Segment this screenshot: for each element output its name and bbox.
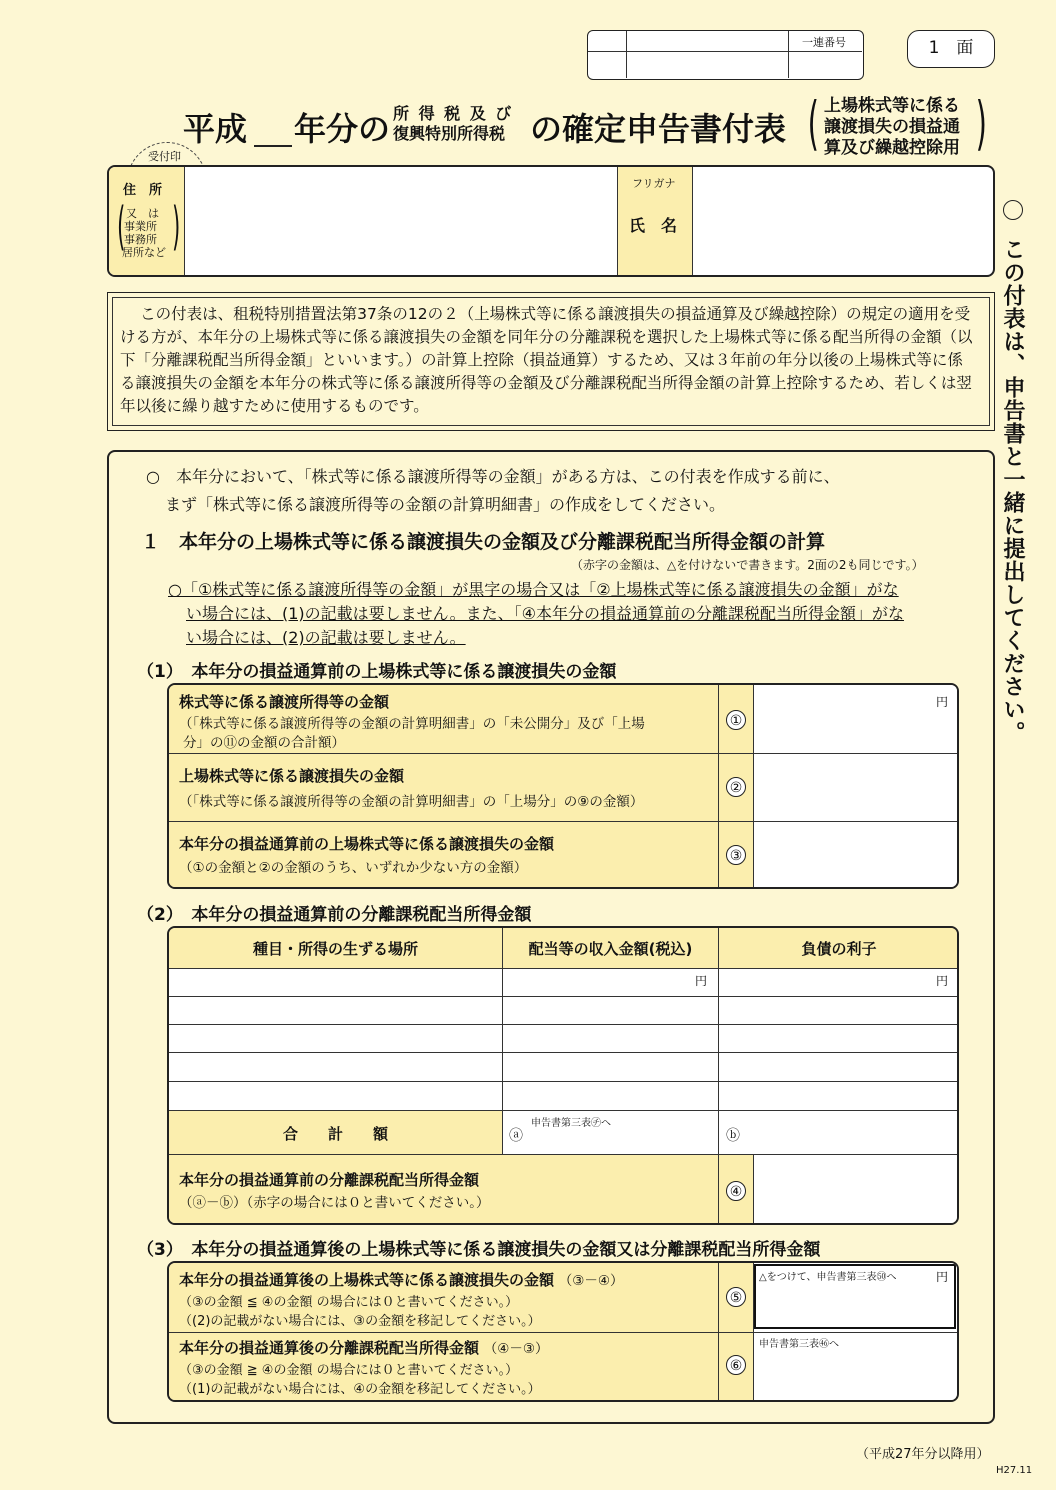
- row2-sub1: （「株式等に係る譲渡所得等の金額の計算明細書」の「上場分」の⑨の金額）: [179, 794, 644, 810]
- dividend-unit: 円: [695, 974, 708, 988]
- row4-sub: （ⓐ－ⓑ）（赤字の場合には０と書いてください。）: [179, 1195, 490, 1211]
- dividend-input-rows[interactable]: [169, 969, 959, 1110]
- note-top-line1: ○ 本年分において、「株式等に係る譲渡所得等の金額」がある方は、この付表を作成する前に、: [146, 467, 840, 486]
- col-header-dividend: 配当等の収入金額(税込): [528, 940, 693, 958]
- title-paren-line1: 上場株式等に係る: [824, 96, 960, 116]
- total-a-field[interactable]: [503, 1111, 718, 1154]
- row1-amount-field[interactable]: [755, 685, 959, 752]
- reception-stamp-label: 受付印: [148, 150, 181, 163]
- page-indicator: [907, 30, 995, 68]
- footer-applicable: （平成27年分以降用）: [856, 1447, 990, 1462]
- part2-heading: （2） 本年分の損益通算前の分離課税配当所得金額: [137, 905, 532, 925]
- address-label: 住 所: [123, 183, 163, 198]
- section1-title: １ 本年分の上場株式等に係る譲渡損失の金額及び分離課税配当所得金額の計算: [141, 531, 826, 553]
- row2-amount-field[interactable]: [755, 754, 959, 820]
- total-a-marker: ⓐ: [509, 1128, 523, 1144]
- row1-sub2: 分」の⑪の金額の合計額）: [183, 735, 345, 751]
- row2-title: 上場株式等に係る譲渡損失の金額: [179, 767, 405, 785]
- title-tax-line1: 所 得 税 及 び: [393, 104, 514, 123]
- row4-title: 本年分の損益通算前の分離課税配当所得金額: [179, 1171, 480, 1189]
- row5-title: 本年分の損益通算後の上場株式等に係る譲渡損失の金額: [179, 1271, 555, 1289]
- row5-sub1: （③の金額 ≦ ④の金額 の場合には０と書いてください。）: [179, 1295, 519, 1310]
- row1-sub1: （「株式等に係る譲渡所得等の金額の計算明細書」の「未公開分」及び「上場: [179, 716, 645, 732]
- title-heisei: 平成: [183, 110, 248, 148]
- col-header-interest: 負債の利子: [801, 940, 877, 958]
- row5-note: △をつけて、申告書第三表㊿へ: [759, 1272, 897, 1283]
- row1-title: 株式等に係る譲渡所得等の金額: [179, 693, 390, 711]
- paren-open: (: [807, 89, 819, 157]
- year-blank[interactable]: [254, 145, 292, 147]
- row6-sub1: （③の金額 ≧ ④の金額 の場合には０と書いてください。）: [179, 1363, 519, 1378]
- address-paren-open: (: [117, 197, 126, 257]
- total-b-field[interactable]: [719, 1111, 959, 1154]
- row3-sub1: （①の金額と②の金額のうち、いずれか少ない方の金額）: [179, 860, 528, 876]
- section1-note-line3: い場合には、(2)の記載は要しません。: [186, 628, 466, 647]
- section1-red-note: （赤字の金額は、△を付けないで書きます。2面の2も同じです。）: [571, 558, 924, 572]
- title-main: の確定申告書付表: [530, 110, 787, 148]
- address-sub-1: 又 は: [126, 207, 159, 220]
- interest-unit: 円: [936, 974, 949, 988]
- part3-heading: （3） 本年分の損益通算後の上場株式等に係る譲渡損失の金額又は分離課税配当所得金額: [137, 1240, 821, 1260]
- furigana-label: フリガナ: [632, 177, 676, 190]
- name-field[interactable]: [694, 167, 995, 277]
- row6-title: 本年分の損益通算後の分離課税配当所得金額: [179, 1339, 480, 1357]
- total-a-note: 申告書第三表㋠へ: [531, 1118, 611, 1129]
- total-b-marker: ⓑ: [726, 1128, 740, 1144]
- intro-box: [107, 292, 995, 431]
- address-sub-4: 居所など: [122, 246, 166, 259]
- col-header-type: 種目・所得の生ずる場所: [252, 940, 418, 958]
- row6-amount-field[interactable]: [755, 1333, 959, 1402]
- section1-note-line2: い場合には、(1)の記載は要しません。また、「④本年分の損益通算前の分離課税配当所得金額」がな: [186, 604, 904, 623]
- row1-unit: 円: [936, 695, 949, 709]
- address-name-box: [107, 165, 995, 277]
- address-field[interactable]: [186, 167, 616, 277]
- title-paren-line3: 算及び繰越控除用: [824, 138, 960, 158]
- row3-amount-field[interactable]: [755, 822, 959, 889]
- row6-formula: （④－③）: [483, 1341, 549, 1357]
- title-paren-line2: 譲渡損失の損益通: [824, 117, 960, 137]
- footer-code: H27.11: [996, 1465, 1033, 1476]
- serial-number-box[interactable]: [587, 30, 864, 80]
- part1-table: [167, 683, 959, 889]
- row1-number: ①: [726, 710, 746, 730]
- part3-table: [167, 1261, 959, 1402]
- address-paren-close: ): [172, 197, 181, 257]
- name-label: 氏 名: [629, 216, 678, 235]
- side-circle-icon: [1003, 200, 1023, 220]
- intro-text: この付表は、租税特別措置法第37条の12の２（上場株式等に係る譲渡損失の損益通算及び繰越控除）の規定の適用を受ける方が、本年分の上場株式等に係る譲渡損失の金額を同年分の分離課税を選択した上場株式等に係る配当所得の金額（以下「分離課税配当所得金額」といいます。）の計算上控除（損益通算）するため、又は３年前の年分以後の上場株式等に係る譲渡損失の金額を本年分の株式等に係る譲渡所得等の金額及び分離課税配当所得金額の計算上控除するため、若しくは翌年以後に繰り越すために使用するものです。: [120, 305, 973, 415]
- row5-formula: （③－④）: [558, 1273, 624, 1289]
- section1-note-line1: ○「①株式等に係る譲渡所得等の金額」が黒字の場合又は「②上場株式等に係る譲渡損失の金額」がな: [168, 580, 899, 599]
- row6-title-wrap: [179, 1337, 549, 1358]
- row3-title: 本年分の損益通算前の上場株式等に係る譲渡損失の金額: [179, 835, 555, 853]
- row4-number: ④: [726, 1181, 746, 1201]
- page-label: 1 面: [928, 38, 974, 58]
- serial-number-label: 一連番号: [802, 36, 846, 49]
- title-tax-line2: 復興特別所得税: [393, 124, 506, 143]
- row2-number: ②: [726, 777, 746, 797]
- total-label: 合 計 額: [282, 1125, 388, 1143]
- title-nenbun: 年分の: [294, 110, 391, 148]
- note-top-line2: まず「株式等に係る譲渡所得等の金額の計算明細書」の作成をしてください。: [165, 495, 726, 514]
- row6-number: ⑥: [726, 1355, 746, 1375]
- row6-note: 申告書第三表㊻へ: [759, 1339, 839, 1350]
- row3-number: ③: [726, 845, 746, 865]
- side-note: この付表は、申告書と一緒に提出してください。: [1000, 238, 1025, 744]
- part2-table: [167, 926, 959, 1225]
- row5-title-wrap: [179, 1269, 624, 1290]
- row4-amount-field[interactable]: [755, 1156, 959, 1225]
- row5-number: ⑤: [726, 1287, 746, 1307]
- row6-sub2: （(1)の記載がない場合には、④の金額を移記してください。）: [179, 1382, 541, 1397]
- paren-close: ): [975, 89, 987, 157]
- address-sub-3: 事務所: [124, 233, 157, 246]
- address-sub-2: 事業所: [124, 220, 157, 233]
- row5-unit: 円: [936, 1270, 949, 1284]
- row5-sub2: （(2)の記載がない場合には、③の金額を移記してください。）: [179, 1314, 541, 1329]
- part1-heading: （1） 本年分の損益通算前の上場株式等に係る譲渡損失の金額: [137, 662, 617, 682]
